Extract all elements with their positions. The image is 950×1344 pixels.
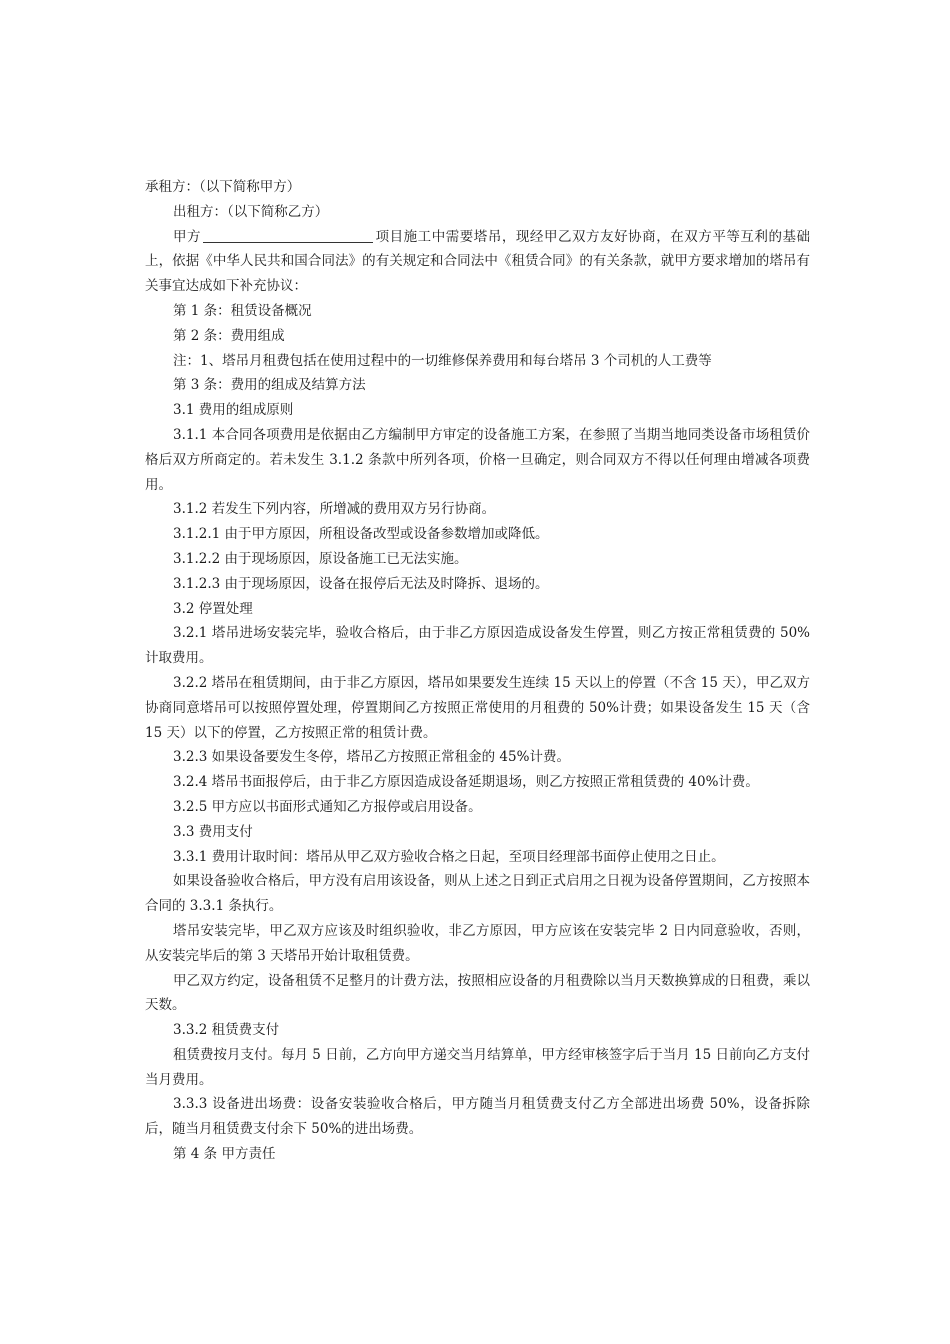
- section-3-1-1: 3.1.1 本合同各项费用是依据由乙方编制甲方审定的设备施工方案，在参照了当期当地同类设备市场租赁价格后双方所商定的。若未发生 3.1.2 条款中所列各项，价格一旦确定，则合同双方不得以任何理由增减各项费用。: [145, 426, 810, 493]
- article-2-heading: 第 2 条：费用组成: [173, 327, 285, 344]
- intro-prefix: 甲方: [173, 228, 202, 245]
- paragraph-monthly-payment: 租赁费按月支付。每月 5 日前，乙方向甲方递交当月结算单，甲方经审核签字后于当月 15 日前向乙方支付当月费用。: [145, 1046, 810, 1088]
- intro-paragraph: [145, 225, 810, 299]
- lessor-line: 出租方：（以下简称乙方）: [173, 203, 329, 220]
- section-3-3: 3.3 费用支付: [173, 823, 253, 840]
- intro-text: 项目施工中需要塔吊，现经甲乙双方友好协商，在双方平等互利的基础上，依据《中华人民共和国合同法》的有关规定和合同法中《租赁合同》的有关条款，就甲方要求增加的塔吊有关事宜达成如下补充协议：: [145, 228, 811, 295]
- section-3-1-2-2: 3.1.2.2 由于现场原因，原设备施工已无法实施。: [173, 550, 468, 567]
- section-3-1-2: 3.1.2 若发生下列内容，所增减的费用双方另行协商。: [173, 501, 496, 518]
- article-3-heading: 第 3 条：费用的组成及结算方法: [173, 377, 366, 394]
- note-paragraph: 注：1、塔吊月租费包括在使用过程中的一切维修保养费用和每台塔吊 3 个司机的人工费等: [173, 352, 712, 369]
- section-3-2-1: 3.2.1 塔吊进场安装完毕，验收合格后，由于非乙方原因造成设备发生停置，则乙方按正常租赁费的 50%计取费用。: [145, 625, 810, 667]
- section-3-1-2-3: 3.1.2.3 由于现场原因，设备在报停后无法及时降拆、退场的。: [173, 575, 549, 592]
- paragraph-partial-month: 甲乙双方约定，设备租赁不足整月的计费方法，按照相应设备的月租费除以当月天数换算成的日租费，乘以天数。: [145, 972, 810, 1014]
- paragraph-idle-start: 如果设备验收合格后，甲方没有启用该设备，则从上述之日到正式启用之日视为设备停置期间，乙方按照本合同的 3.3.1 条执行。: [145, 873, 810, 915]
- paragraph-acceptance: 塔吊安装完毕，甲乙双方应该及时组织验收，非乙方原因，甲方应该在安装完毕 2 日内同意验收，否则，从安装完毕后的第 3 天塔吊开始计取租赁费。: [145, 922, 810, 964]
- document-body: [145, 175, 810, 1167]
- section-3-2-2: 3.2.2 塔吊在租赁期间，由于非乙方原因，塔吊如果要发生连续 15 天以上的停置（不含 15 天），甲乙双方协商同意塔吊可以按照停置处理，停置期间乙方按照正常使用的月租费的 50%计费；如果设备发生 15 天（含 15 天）以下的停置，乙方按照正常的租赁计费。: [145, 674, 810, 741]
- section-3-2-5: 3.2.5 甲方应以书面形式通知乙方报停或启用设备。: [173, 798, 482, 815]
- article-1-heading: 第 1 条：租赁设备概况: [173, 302, 312, 319]
- section-3-3-3: 3.3.3 设备进出场费：设备安装验收合格后，甲方随当月租赁费支付乙方全部进出场费 50%，设备拆除后，随当月租赁费支付余下 50%的进出场费。: [145, 1096, 810, 1138]
- section-3-2-4: 3.2.4 塔吊书面报停后，由于非乙方原因造成设备延期退场，则乙方按照正常租赁费的 40%计费。: [173, 774, 759, 791]
- section-3-2: 3.2 停置处理: [173, 600, 253, 617]
- section-3-3-2: 3.3.2 租赁费支付: [173, 1022, 280, 1039]
- section-3-2-3: 3.2.3 如果设备要发生冬停，塔吊乙方按照正常租金的 45%计费。: [173, 749, 570, 766]
- article-4-heading: 第 4 条 甲方责任: [173, 1146, 276, 1163]
- lessee-line: 承租方：（以下简称甲方）: [145, 179, 301, 195]
- section-3-3-1: 3.3.1 费用计取时间：塔吊从甲乙双方验收合格之日起，至项目经理部书面停止使用之日止。: [173, 848, 725, 865]
- section-3-1: 3.1 费用的组成原则: [173, 402, 294, 419]
- project-name-blank: [203, 228, 373, 243]
- section-3-1-2-1: 3.1.2.1 由于甲方原因，所租设备改型或设备参数增加或降低。: [173, 526, 549, 543]
